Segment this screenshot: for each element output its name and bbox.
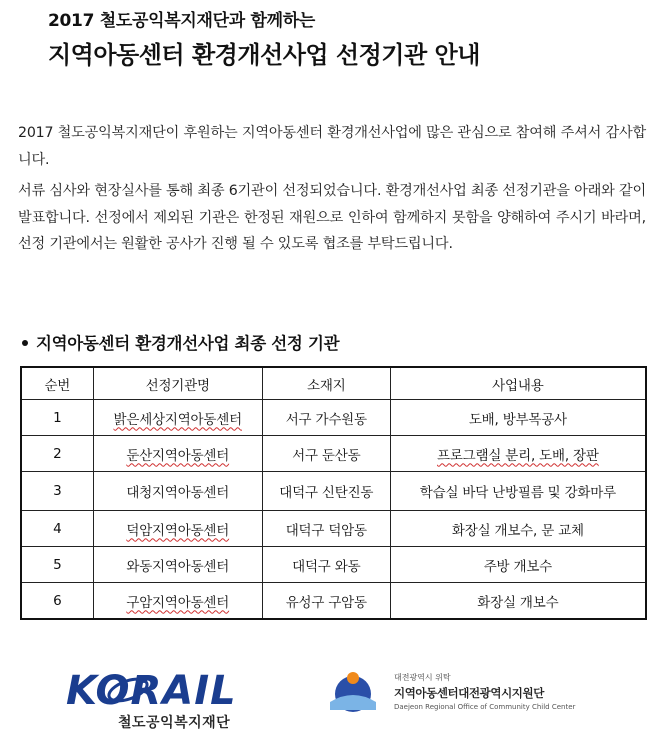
column-header: 순번 — [21, 367, 93, 400]
center-emblem-icon — [318, 668, 388, 718]
table-row — [21, 400, 646, 436]
table-row — [21, 511, 646, 547]
row-number: 3 — [21, 472, 93, 511]
org-name-text: 둔산지역아동센터 — [126, 447, 230, 464]
section-heading — [18, 330, 339, 354]
org-name — [93, 436, 262, 472]
foundation-name: 철도공익복지재단 — [118, 715, 231, 731]
org-name: 대청지역아동센터 — [93, 472, 262, 511]
org-name-text: 덕암지역아동센터 — [126, 522, 230, 539]
column-header: 소재지 — [262, 367, 390, 400]
daejeon-center-logo — [318, 668, 618, 718]
row-number: 5 — [21, 547, 93, 583]
center-name: 지역아동센터대전광역시지원단 — [394, 686, 544, 700]
korail-wordmark: KORAIL — [66, 668, 237, 714]
location: 유성구 구암동 — [262, 583, 390, 620]
project-content: 화장실 개보수, 문 교체 — [390, 511, 646, 547]
korail-logo — [66, 668, 266, 736]
location: 서구 둔산동 — [262, 436, 390, 472]
table-row — [21, 472, 646, 511]
project-content: 도배, 방부목공사 — [390, 400, 646, 436]
table-row — [21, 436, 646, 472]
row-number: 4 — [21, 511, 93, 547]
org-name-text: 밝은세상지역아동센터 — [113, 411, 242, 428]
column-header: 사업내용 — [390, 367, 646, 400]
org-name — [93, 511, 262, 547]
selection-table — [20, 366, 647, 620]
center-english-name: Daejeon Regional Office of Community Child Center — [394, 703, 576, 711]
table-row — [21, 547, 646, 583]
details-paragraph: 서류 심사와 현장실사를 통해 최종 6기관이 선정되었습니다. 환경개선사업 최종 선정기관을 아래와 같이 발표합니다. 선정에서 제외된 기관은 한정된 재원으로 인하여 함께하지 못함을 양해하여 주시기 바라며, 선정 기관에서는 원활한 공사가 진행 될 수 있도록 협조를 부탁드립니다. — [18, 183, 646, 252]
org-name: 와동지역아동센터 — [93, 547, 262, 583]
project-content: 학습실 바닥 난방필름 및 강화마루 — [390, 472, 646, 511]
location: 대덕구 와동 — [262, 547, 390, 583]
org-name — [93, 583, 262, 620]
intro-paragraph: 2017 철도공익복지재단이 후원하는 지역아동센터 환경개선사업에 많은 관심으로 참여해 주셔서 감사합니다. — [18, 125, 646, 168]
project-content: 화장실 개보수 — [390, 583, 646, 620]
center-caption: 대전광역시 위탁 — [394, 673, 451, 682]
project-content: 주방 개보수 — [390, 547, 646, 583]
table-header-row — [21, 367, 646, 400]
location: 대덕구 신탄진동 — [262, 472, 390, 511]
column-header: 선정기관명 — [93, 367, 262, 400]
org-name-text: 구암지역아동센터 — [126, 594, 230, 611]
row-number: 2 — [21, 436, 93, 472]
org-name — [93, 400, 262, 436]
subtitle: 2017 철도공익복지재단과 함께하는 — [48, 11, 315, 31]
project-content — [390, 436, 646, 472]
location: 서구 가수원동 — [262, 400, 390, 436]
page-title: 지역아동센터 환경개선사업 선정기관 안내 — [48, 41, 480, 69]
location: 대덕구 덕암동 — [262, 511, 390, 547]
bullet-icon — [22, 340, 28, 346]
table-row — [21, 583, 646, 620]
row-number: 1 — [21, 400, 93, 436]
project-content-text: 프로그램실 분리, 도배, 장판 — [437, 447, 599, 464]
section-heading-text: 지역아동센터 환경개선사업 최종 선정 기관 — [36, 334, 340, 353]
row-number: 6 — [21, 583, 93, 620]
